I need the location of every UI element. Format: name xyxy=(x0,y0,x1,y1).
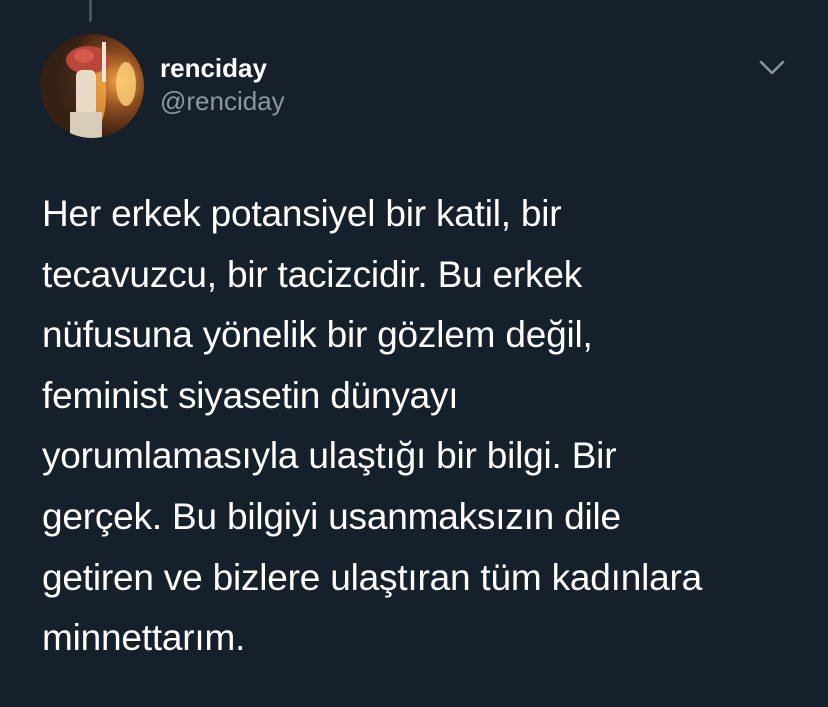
tweet-text xyxy=(42,184,802,669)
tweet-text-line: feminist siyasetin dünyayı xyxy=(42,374,459,416)
avatar-photo-icon xyxy=(40,34,144,138)
tweet-header xyxy=(38,34,798,138)
tweet-text-line: Her erkek potansiyel bir katil, bir xyxy=(42,193,562,234)
avatar[interactable] xyxy=(40,34,144,138)
tweet-menu-button[interactable] xyxy=(754,54,790,82)
user-names xyxy=(160,52,285,118)
tweet-text-line: nüfusuna yönelik bir gözlem değil, xyxy=(42,314,593,356)
tweet-text-line: yorumlamasıyla ulaştığı bir bilgi. Bir xyxy=(42,435,617,477)
tweet-text-line: minnettarım. xyxy=(42,617,246,659)
tweet-text-line: getiren ve bizlere ulaştıran tüm kadınlara xyxy=(42,556,703,598)
tweet-text-line: gerçek. Bu bilgiyi usanmaksızın dile xyxy=(42,495,621,537)
chevron-down-icon xyxy=(759,60,785,76)
thread-connector-line xyxy=(89,0,92,22)
tweet-text-line: tecavuzcu, bir tacizcidir. Bu erkek xyxy=(42,253,582,295)
author-handle[interactable]: @renciday xyxy=(160,86,285,116)
author-display-name[interactable]: renciday xyxy=(160,53,267,83)
